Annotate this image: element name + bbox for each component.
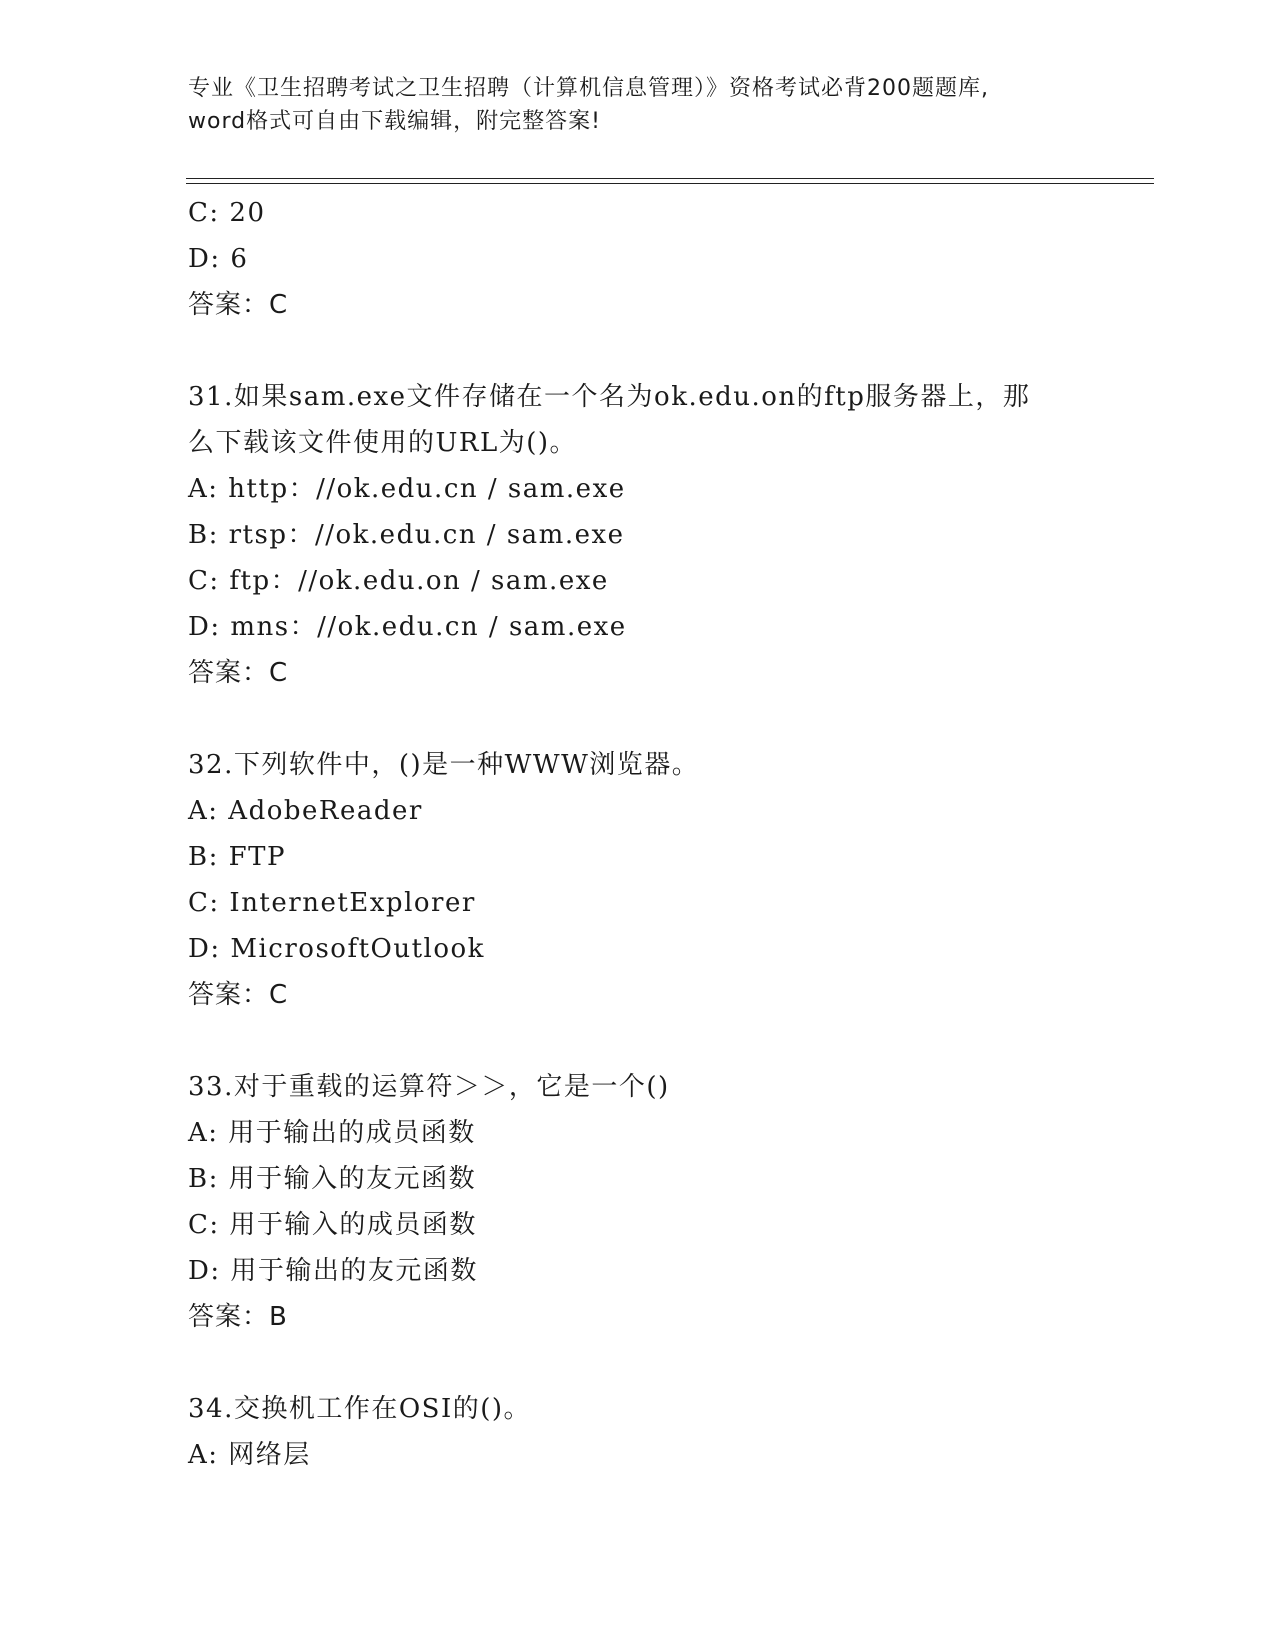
answer-label: 答案：C <box>188 980 289 1010</box>
option-a: A: http：//ok.edu.cn / sam.exe <box>188 474 626 504</box>
question-stem: 33.对于重载的运算符＞＞，它是一个() <box>188 1072 670 1102</box>
option-a: A: 网络层 <box>188 1440 311 1470</box>
answer-label: 答案：C <box>188 290 289 320</box>
question-stem: 31.如果sam.exe文件存储在一个名为ok.edu.on的ftp服务器上，那 <box>188 382 1031 412</box>
option-c: C: InternetExplorer <box>188 888 476 918</box>
spacer <box>188 696 1088 742</box>
option-b: B: FTP <box>188 842 287 872</box>
option-d: D: 用于输出的友元函数 <box>188 1256 478 1286</box>
header-line-1: 专业《卫生招聘考试之卫生招聘（计算机信息管理）》资格考试必背200题题库, <box>188 76 989 101</box>
document-header <box>188 72 1088 138</box>
option-d: D: MicrosoftOutlook <box>188 934 485 964</box>
question-stem-cont: 么下载该文件使用的URL为()。 <box>188 428 578 458</box>
answer-label: 答案：B <box>188 1302 288 1332</box>
option-d: D: 6 <box>188 244 249 274</box>
question-stem: 34.交换机工作在OSI的()。 <box>188 1394 532 1424</box>
option-c: C: ftp：//ok.edu.on / sam.exe <box>188 566 609 596</box>
question-stem: 32.下列软件中，()是一种WWW浏览器。 <box>188 750 700 780</box>
option-b: B: rtsp：//ok.edu.cn / sam.exe <box>188 520 625 550</box>
option-a: A: AdobeReader <box>188 796 423 826</box>
spacer <box>188 1018 1088 1064</box>
spacer <box>188 328 1088 374</box>
question-block-32 <box>188 742 1088 1018</box>
answer-label: 答案：C <box>188 658 289 688</box>
option-c: C: 用于输入的成员函数 <box>188 1210 477 1240</box>
header-divider-top <box>186 178 1154 179</box>
spacer <box>188 1340 1088 1386</box>
question-block-31 <box>188 374 1088 696</box>
option-d: D: mns：//ok.edu.cn / sam.exe <box>188 612 627 642</box>
option-c: C: 20 <box>188 198 266 228</box>
header-line-2: word格式可自由下载编辑，附完整答案! <box>188 109 601 134</box>
header-divider-bottom <box>186 183 1154 184</box>
question-list <box>188 190 1088 1478</box>
question-block-30 <box>188 190 1088 328</box>
question-block-34 <box>188 1386 1088 1478</box>
option-b: B: 用于输入的友元函数 <box>188 1164 477 1194</box>
option-a: A: 用于输出的成员函数 <box>188 1118 476 1148</box>
question-block-33 <box>188 1064 1088 1340</box>
